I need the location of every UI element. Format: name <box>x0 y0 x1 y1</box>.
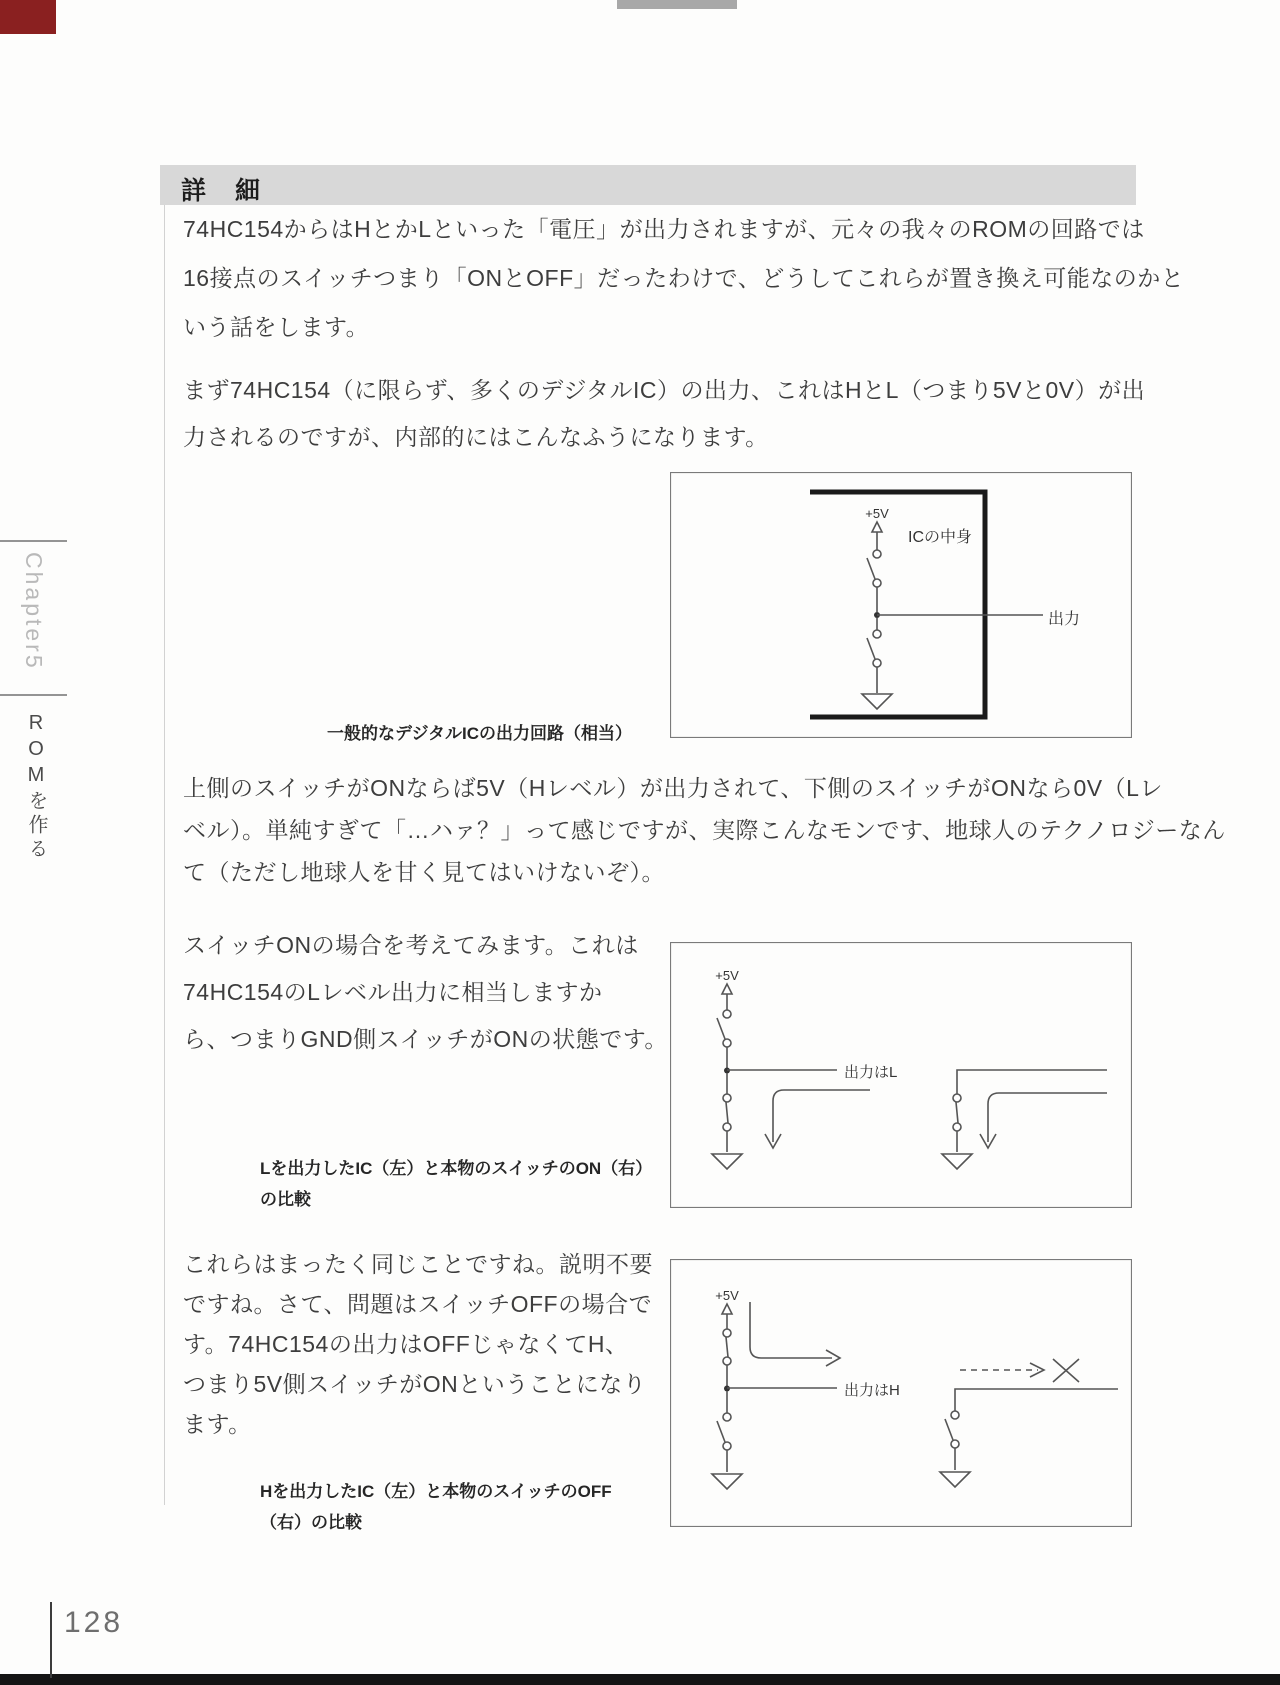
paragraph-line: 74HC154のLレベル出力に相当しますか <box>183 979 603 1005</box>
figure-frame <box>671 943 1132 1208</box>
paragraph-line: 上側のスイッチがONならば5V（Hレベル）が出力されて、下側のスイッチがONなら0V（Lレ <box>183 775 1163 801</box>
output-label: 出力はH <box>844 1382 900 1399</box>
output-label: 出力 <box>1048 611 1081 628</box>
page-number: 128 <box>64 1606 124 1639</box>
paragraph-line: す。74HC154の出力はOFFじゃなくてH、 <box>183 1331 629 1357</box>
switch-open-lever <box>717 1421 725 1442</box>
figure-frame <box>671 1260 1132 1527</box>
ground-icon <box>712 1154 742 1169</box>
ground-icon <box>940 1472 970 1487</box>
paragraph-1 <box>183 205 1185 352</box>
power-arrow-icon <box>722 984 732 994</box>
page-number-rule <box>50 1602 52 1678</box>
flow-arrow-icon <box>773 1090 870 1142</box>
paragraph-line: スイッチONの場合を考えてみます。これは <box>183 932 639 958</box>
circuit-diagram-3 <box>670 1259 1132 1527</box>
paragraph-line: ら、つまりGND側スイッチがONの状態です。 <box>183 1026 668 1052</box>
figure-1-caption: 一般的なデジタルICの出力回路（相当） <box>327 724 632 743</box>
paragraph-line: 16接点のスイッチつまり「ONとOFF」だったわけで、どうしてこれらが置き換え可能なのかと <box>183 265 1185 291</box>
circuit-diagram-2 <box>670 942 1132 1208</box>
paragraph-line: ます。 <box>183 1411 252 1437</box>
page-top-mark <box>617 0 737 9</box>
output-label: 出力はL <box>844 1064 898 1081</box>
paragraph-line: 力されるのですが、内部的にはこんなふうになります。 <box>183 424 769 450</box>
switch-open-lever <box>945 1419 953 1440</box>
paragraph-line: ですね。さて、問題はスイッチOFFの場合で <box>183 1291 653 1317</box>
caption-line: Hを出力したIC（左）と本物のスイッチのOFF <box>260 1482 612 1501</box>
paragraph-line: つまり5V側スイッチがONということになり <box>183 1371 647 1397</box>
circuit-diagram-1 <box>670 472 1132 738</box>
chapter-title-label: ROMを作る <box>25 712 47 862</box>
figure-h-output-vs-switch-off <box>670 1259 1132 1527</box>
page-bottom-bar <box>0 1674 1280 1685</box>
ground-icon <box>712 1474 742 1489</box>
section-title: 詳 細 <box>181 177 263 205</box>
caption-line: （右）の比較 <box>260 1513 362 1532</box>
sidebar-divider-top <box>0 540 67 542</box>
switch-open-lever <box>867 638 875 659</box>
paragraph-2 <box>183 367 1146 461</box>
flow-arrow-icon <box>750 1302 832 1358</box>
vcc-label: +5V <box>715 1288 739 1303</box>
switch-closed-lever <box>956 1102 958 1123</box>
vcc-label: +5V <box>715 968 739 983</box>
flow-arrow-icon <box>988 1093 1107 1142</box>
x-mark-icon <box>1053 1359 1079 1382</box>
paragraph-line: ベル）。単純すぎて「…ハァ？」って感じですが、実際こんなモンです、地球人のテクノロジーなん <box>183 817 1226 843</box>
power-arrow-icon <box>722 1304 732 1314</box>
paragraph-line: いう話をします。 <box>183 314 370 340</box>
figure-frame <box>671 473 1132 738</box>
switch-contact <box>873 550 881 558</box>
caption-line: Lを出力したIC（左）と本物のスイッチのON（右） <box>260 1159 653 1178</box>
paragraph-line: て（ただし地球人を甘く見てはいけないぞ）。 <box>183 859 665 885</box>
chapter-tab-label: Chapter5 <box>21 552 47 671</box>
paragraph-5 <box>183 1244 653 1444</box>
text-margin-rule <box>164 205 165 1505</box>
page-corner-accent <box>0 0 56 34</box>
switch-open-lever <box>867 558 875 579</box>
figure-ic-output-circuit <box>670 472 1132 738</box>
paragraph-line: まず74HC154（に限らず、多くのデジタルIC）の出力、これはHとL（つまり5Vと0V）が出 <box>183 377 1146 403</box>
ic-inside-label: ICの中身 <box>908 529 973 546</box>
paragraph-line: 74HC154からはHとかLといった「電圧」が出力されますが、元々の我々のROMの回路では <box>183 216 1145 242</box>
paragraph-4 <box>183 922 668 1063</box>
ground-icon <box>942 1154 972 1169</box>
ground-icon <box>862 694 892 709</box>
vcc-label: +5V <box>865 506 889 521</box>
caption-line: の比較 <box>260 1190 311 1209</box>
switch-open-lever <box>717 1018 725 1039</box>
figure-2-caption <box>260 1153 652 1215</box>
figure-l-output-vs-switch-on <box>670 942 1132 1208</box>
switch-closed-lever <box>726 1337 728 1357</box>
section-header-bar <box>160 165 1136 205</box>
figure-3-caption <box>260 1476 612 1538</box>
switch-closed-lever <box>726 1102 728 1123</box>
power-arrow-icon <box>872 522 882 532</box>
sidebar-divider-bottom <box>0 694 67 696</box>
paragraph-line: これらはまったく同じことですね。説明不要 <box>183 1251 653 1277</box>
paragraph-3 <box>183 767 1226 893</box>
